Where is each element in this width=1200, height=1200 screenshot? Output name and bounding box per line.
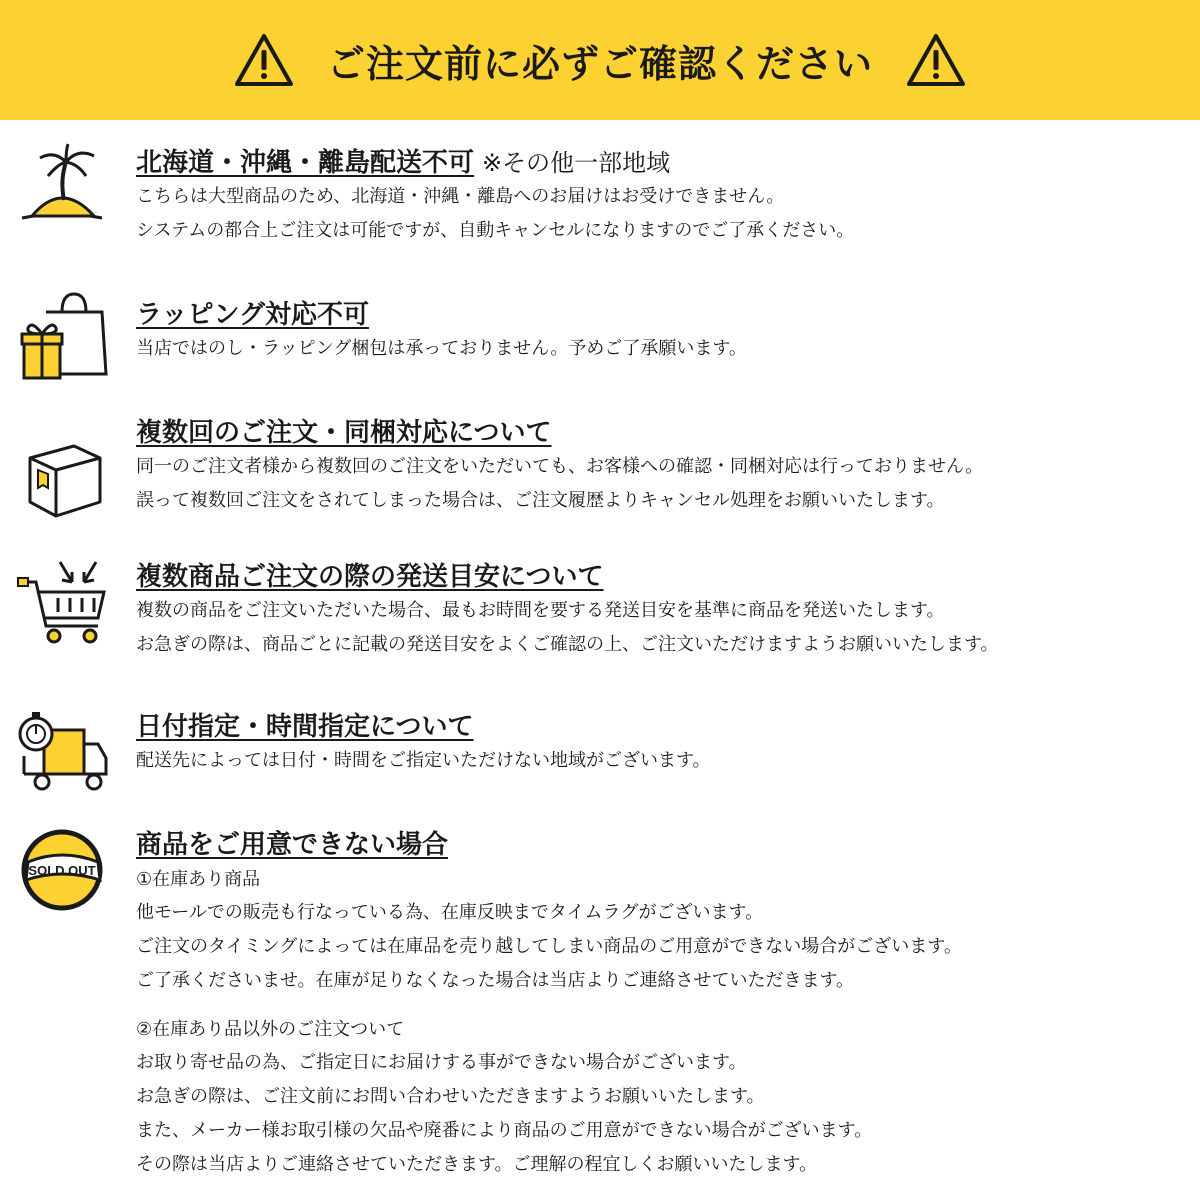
section-text: 誤って複数回ご注文をされてしまった場合は、ご注文履歴よりキャンセル処理をお願いいたします。: [136, 490, 945, 511]
section-text: お急ぎの際は、商品ごとに記載の発送目安をよくご確認の上、ご注文いただけますようお願いいたします。: [136, 634, 999, 655]
section-text: 他モールでの販売も行なっている為、在庫反映までタイムラグがございます。: [136, 902, 764, 923]
block-subheading: ②在庫あり品以外のご注文ついて: [136, 1019, 405, 1040]
sold-out-label: SOLD OUT: [28, 863, 96, 878]
section-text: ご注文のタイミングによっては在庫品を売り越してしまい商品のご用意ができない場合がございます。: [136, 936, 962, 957]
section-text: また、メーカー様お取引様の欠品や廃番により商品のご用意ができない場合がございます。: [136, 1120, 873, 1141]
section-heading: ラッピング対応不可: [136, 300, 369, 330]
section-text: 同一のご注文者様から複数回のご注文をいただいても、お客様への確認・同梱対応は行っておりません。: [136, 456, 984, 477]
gift-bag-icon: [14, 290, 110, 386]
section-heading: 複数回のご注文・同梱対応について: [136, 418, 552, 448]
section-text: 複数の商品をご注文いただいた場合、最もお時間を要する発送目安を基準に商品を発送いたします。: [136, 600, 945, 621]
section-heading: 商品をご用意できない場合: [136, 830, 449, 860]
banner-title: ご注文前に必ずご確認ください: [326, 41, 873, 86]
block-subheading: ①在庫あり商品: [136, 869, 261, 890]
section-text: ご了承くださいませ。在庫が足りなくなった場合は当店よりご連絡させていただきます。: [136, 970, 855, 991]
cart-icon: [14, 556, 110, 652]
section-note: ※その他一部地域: [482, 149, 671, 177]
section-heading: 北海道・沖縄・離島配送不可 ※その他一部地域: [136, 148, 671, 178]
section-heading: 日付指定・時間指定について: [136, 712, 474, 742]
section-text: こちらは大型商品のため、北海道・沖縄・離島へのお届けはお受けできません。: [136, 186, 785, 207]
section-heading: 複数商品ご注文の際の発送目安について: [136, 562, 604, 592]
warning-icon: [233, 32, 295, 88]
section-text: 配送先によっては日付・時間をご指定いただけない地域がございます。: [136, 750, 711, 771]
sold-out-icon: [14, 822, 110, 918]
section-text: 当店ではのし・ラッピング梱包は承っておりません。予めご了承願います。: [136, 338, 747, 359]
delivery-truck-icon: [14, 706, 110, 802]
island-icon: [14, 140, 110, 236]
section-text: その際は当店よりご連絡させていただきます。ご理解の程宜しくお願いいたします。: [136, 1154, 818, 1175]
section-text: お取り寄せ品の為、ご指定日にお届けする事ができない場合がございます。: [136, 1052, 747, 1073]
box-icon: [14, 430, 110, 526]
notice-banner: [0, 0, 1200, 120]
section-text: お急ぎの際は、ご注文前にお問い合わせいただきますようお願いいたします。: [136, 1086, 765, 1107]
warning-icon: [905, 32, 967, 88]
section-text: システムの都合上ご注文は可能ですが、自動キャンセルになりますのでご了承ください。: [136, 220, 855, 241]
